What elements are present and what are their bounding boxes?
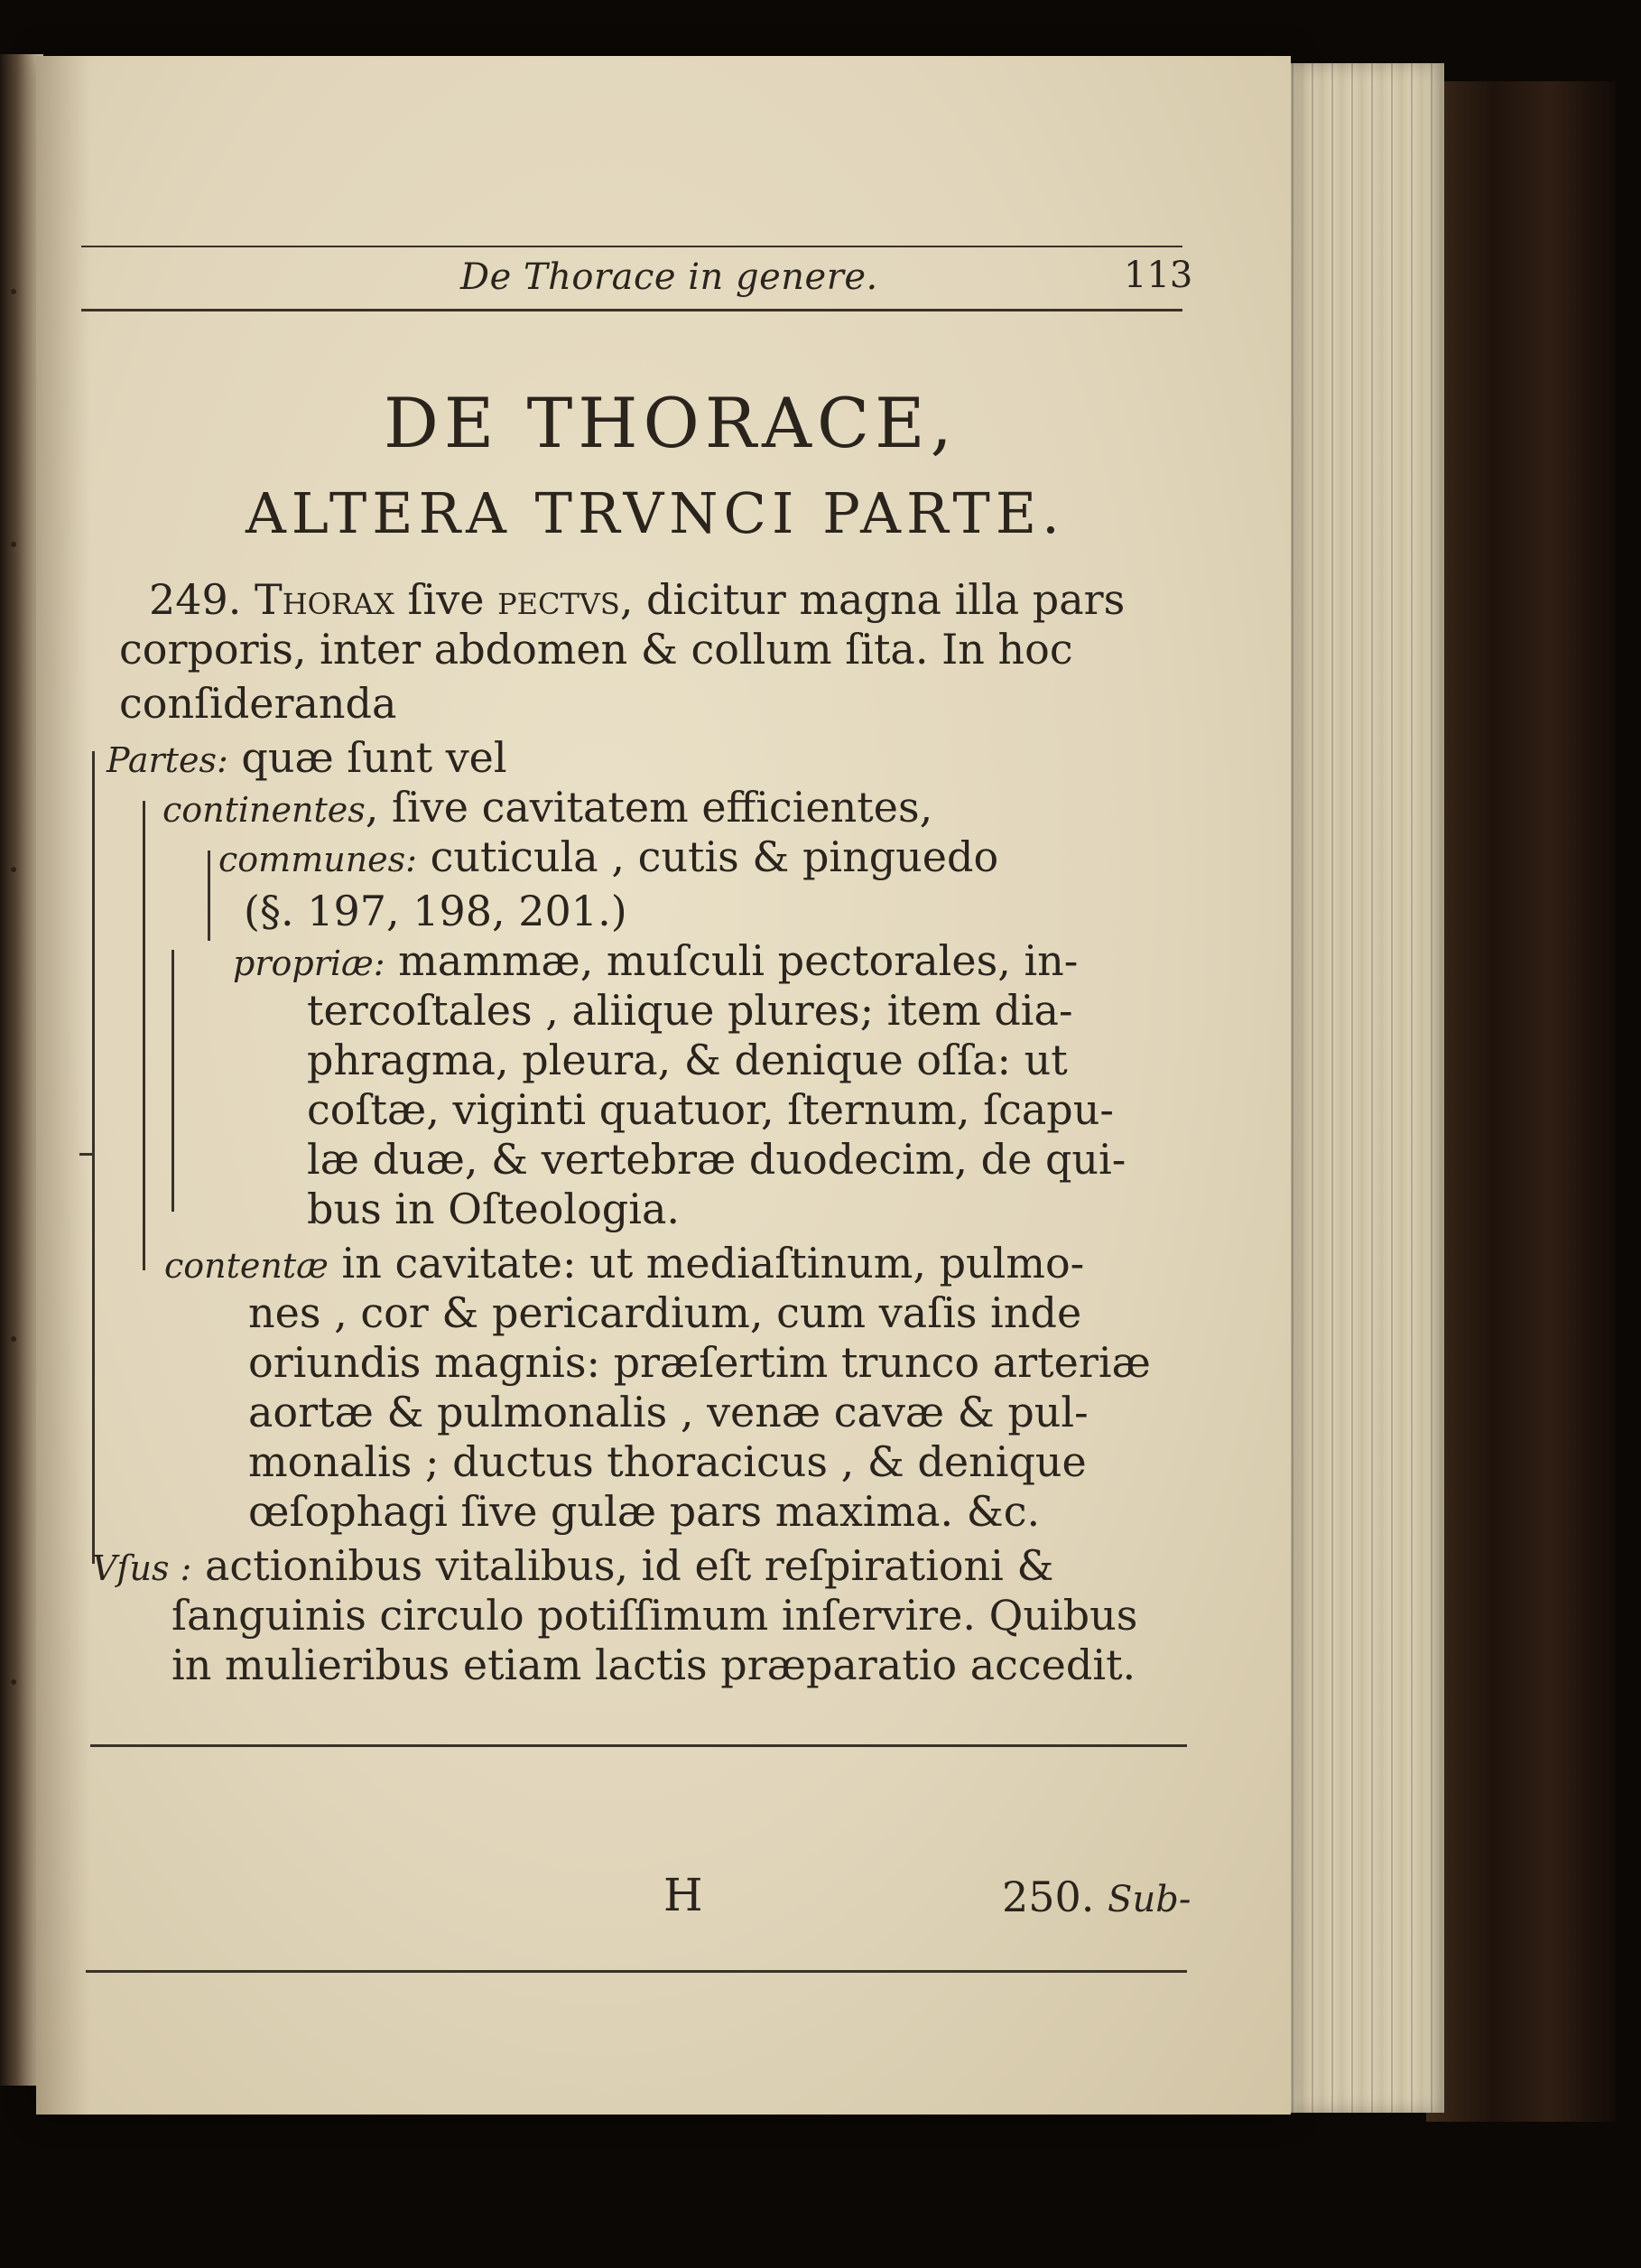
catchword (1002, 1873, 1191, 1921)
propriae-line-4: coſtæ, viginti quatuor, ſternum, ſcapu- (307, 1085, 1114, 1134)
contentae-line-1 (164, 1239, 1084, 1290)
partes-line (107, 733, 507, 785)
partes-label: Partes: (107, 740, 228, 780)
continentes-label: continentes (162, 790, 366, 830)
page-stack-edge (1264, 63, 1444, 2113)
communes-text: cuticula , cutis & pinguedo (430, 832, 999, 881)
section-number: 249. (149, 575, 242, 624)
edge-mark (11, 289, 16, 294)
communes-reference: (§. 197, 198, 201.) (244, 887, 627, 935)
contentae-text-1: in cavitate: ut mediaſtinum, pulmo- (341, 1239, 1085, 1287)
brace-main-point (79, 1153, 92, 1156)
brace-main (92, 751, 104, 1564)
continentes-text: , ſive cavitatem efficientes, (365, 783, 933, 832)
propriae-label: propriæ: (233, 943, 385, 983)
contentae-line-2: nes , cor & pericardium, cum vaſis inde (248, 1288, 1082, 1337)
running-title: De Thorace in genere. (460, 256, 878, 298)
page-number: 113 (1124, 255, 1193, 296)
contentae-line-5: monalis ; ductus thoracicus , & denique (248, 1437, 1087, 1486)
edge-mark (11, 1679, 16, 1685)
propriae-line-3: phragma, pleura, & denique oſſa: ut (307, 1036, 1068, 1084)
header-rule-bottom (81, 309, 1182, 311)
bottom-rule (86, 1970, 1187, 1973)
contentae-label: contentæ (164, 1246, 329, 1286)
book-page (36, 56, 1291, 2115)
header-rule-top (81, 246, 1182, 247)
signature-mark: H (663, 1869, 703, 1921)
text-definition: , dicitur magna illa pars (619, 575, 1126, 624)
edge-mark (11, 867, 16, 872)
section-line-3: conſideranda (119, 679, 397, 728)
section-line-2: corporis, inter abdomen & collum ſita. In hoc (119, 625, 1073, 674)
propriae-line-6: bus in Oſteologia. (307, 1185, 681, 1233)
book-cover-edge (1426, 81, 1616, 2122)
chapter-subtitle: ALTERA TRVNCI PARTE. (246, 480, 1065, 546)
chapter-title: DE THORACE, (384, 383, 958, 463)
continentes-line (162, 783, 932, 834)
text-sive: ſive (407, 575, 485, 624)
contentae-line-4: aortæ & pulmonalis , venæ cavæ & pul- (248, 1388, 1089, 1436)
edge-mark (11, 542, 16, 547)
catchword-word: Sub- (1108, 1879, 1191, 1920)
usus-line-1 (92, 1541, 1053, 1593)
section-first-line (149, 575, 1125, 624)
brace-propriae (172, 950, 183, 1212)
brace-partes (143, 801, 154, 1270)
propriae-line-2: tercoſtales , aliique plures; item dia- (307, 986, 1073, 1035)
footer-rule (90, 1744, 1187, 1747)
communes-label: communes: (218, 840, 417, 879)
usus-line-2: ſanguinis circulo potiſſimum inſervire. Quibus (172, 1591, 1138, 1640)
contentae-line-3: oriundis magnis: præſertim trunco arteriæ (248, 1338, 1151, 1387)
partes-text: quæ ſunt vel (241, 733, 507, 782)
communes-line (218, 832, 998, 884)
usus-line-3: in mulieribus etiam lactis præparatio accedit. (172, 1641, 1136, 1689)
usus-text-1: actionibus vitalibus, id eſt reſpirationi & (205, 1541, 1054, 1590)
propriae-line-5: læ duæ, & vertebræ duodecim, de qui- (307, 1135, 1126, 1184)
propriae-line-1 (233, 936, 1078, 988)
term-pectus: pectvs (497, 575, 620, 624)
usus-label: Vſus : (92, 1548, 192, 1588)
propriae-text-1: mammæ, muſculi pectorales, in- (398, 936, 1079, 985)
term-thorax: Thorax (255, 575, 394, 624)
contentae-line-6: œſophagi ſive gulæ pars maxima. &c. (248, 1487, 1041, 1536)
edge-mark (11, 1336, 16, 1342)
catchword-number: 250. (1002, 1873, 1095, 1921)
